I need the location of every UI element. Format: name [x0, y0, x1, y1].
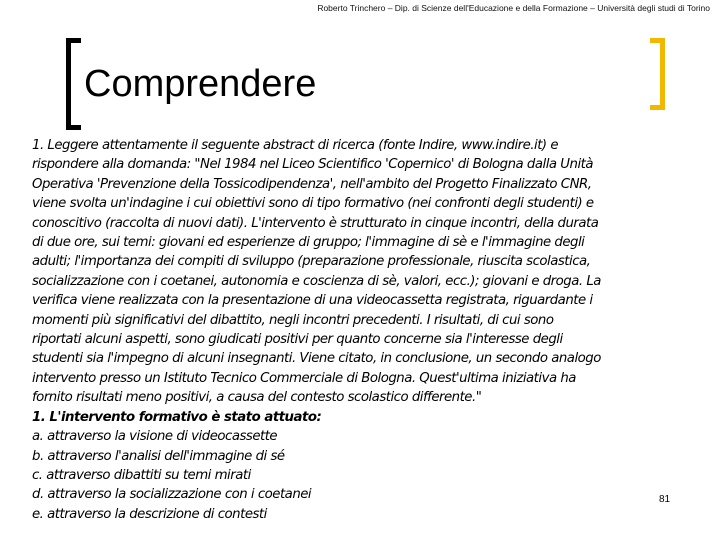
- left-bracket-decoration: [66, 38, 81, 130]
- slide-title: Comprendere: [84, 63, 317, 105]
- answer-option-d: d. attraverso la socializzazione con i coetanei: [32, 487, 312, 503]
- abstract-line: socializzazione con i coetanei, autonomia e coscienza di sè, valori, ecc.); giovani e droga. La: [32, 273, 601, 289]
- question-line: 1. L'intervento formativo è stato attuato:: [32, 409, 322, 425]
- abstract-line: riportati alcuni aspetti, sono giudicati positivi per quanto concerne sia l'interesse degli: [32, 332, 563, 348]
- abstract-line: rispondere alla domanda: "Nel 1984 nel Liceo Scientifico 'Copernico' di Bologna dalla Unità: [32, 157, 593, 173]
- answer-option-e: e. attraverso la descrizione di contesti: [32, 506, 267, 522]
- right-bracket-decoration: [650, 38, 665, 110]
- abstract-line: viene svolta un'indagine i cui obiettivi sono di tipo formativo (nei confronti degli studenti) e: [32, 196, 594, 212]
- abstract-line: di due ore, sui temi: giovani ed esperienze di gruppo; l'immagine di sè e l'immagine degli: [32, 235, 585, 251]
- abstract-line: conoscitivo (raccolta di nuovi dati). L'intervento è strutturato in cinque incontri, della durata: [32, 215, 599, 231]
- abstract-line: 1. Leggere attentamente il seguente abstract di ricerca (fonte Indire, www.indire.it) e: [32, 138, 559, 153]
- abstract-line: studenti sia l'impegno di alcuni insegnanti. Viene citato, in conclusione, un secondo analogo: [32, 351, 601, 367]
- answer-option-a: a. attraverso la visione di videocassette: [32, 429, 278, 445]
- slide-header: Roberto Trinchero – Dip. di Scienze dell'Educazione e della Formazione – Università degli studi di Torino: [317, 3, 710, 13]
- abstract-line: verifica viene realizzata con la presentazione di una videocassetta registrata, riguardante i: [32, 293, 593, 309]
- abstract-line: intervento presso un Istituto Tecnico Commerciale di Bologna. Quest'ultima iniziativa ha: [32, 370, 576, 386]
- page-number: 81: [659, 494, 671, 505]
- abstract-line: momenti più significativi del dibattito, negli incontri precedenti. I risultati, di cui sono: [32, 312, 554, 328]
- answer-option-c: c. attraverso dibattiti su temi mirati: [32, 467, 251, 483]
- slide-body: [32, 136, 692, 524]
- abstract-line: fornito risultati meno positivi, a causa del contesto scolastico differente.": [32, 390, 482, 406]
- answer-option-b: b. attraverso l'analisi dell'immagine di sé: [32, 448, 285, 464]
- abstract-line: adulti; l'importanza dei compiti di sviluppo (preparazione professionale, riuscita scolastica,: [32, 254, 591, 270]
- abstract-line: Operativa 'Prevenzione della Tossicodipendenza', nell'ambito del Progetto Finalizzato CNR,: [32, 176, 592, 192]
